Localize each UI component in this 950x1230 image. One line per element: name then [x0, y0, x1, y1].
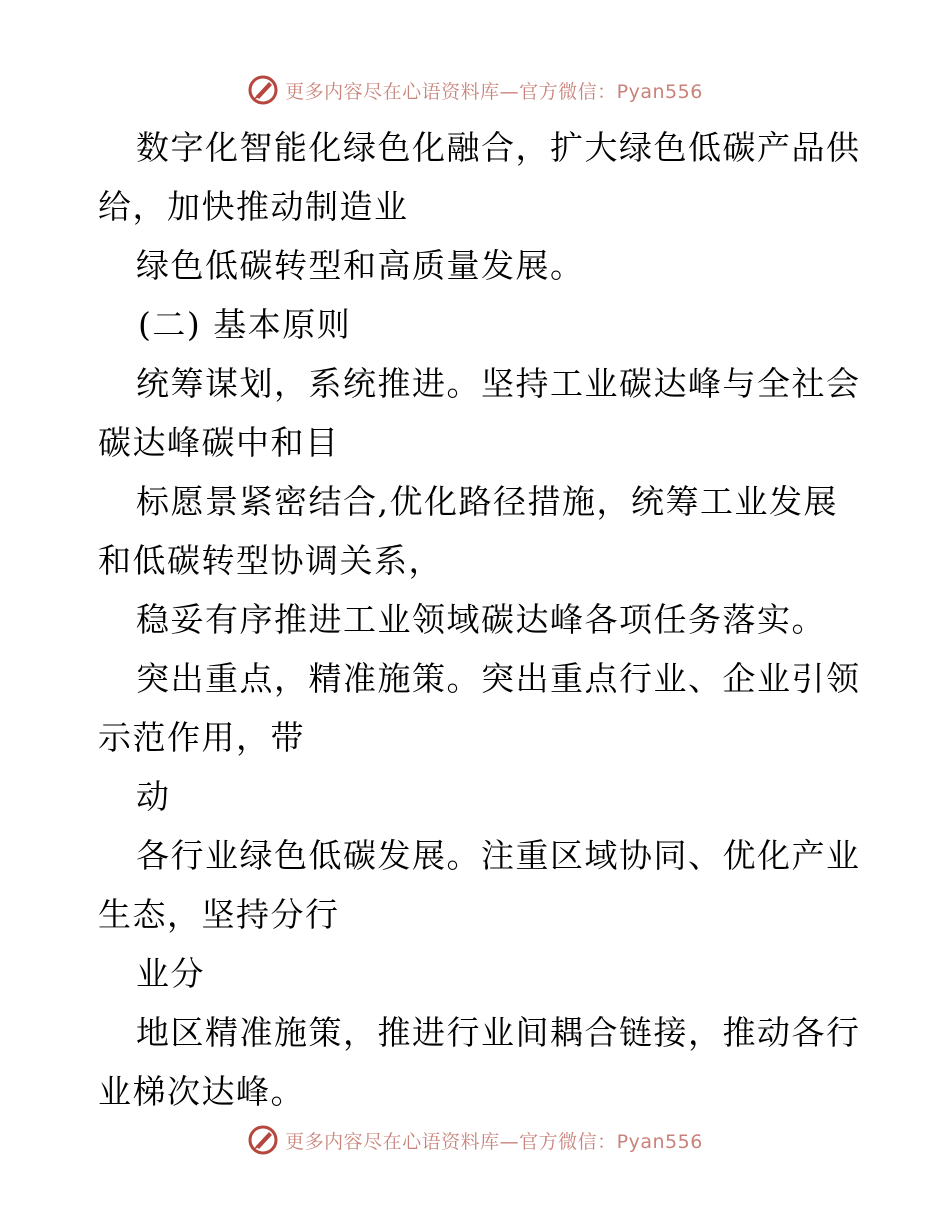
text-line: 稳妥有序推进工业领域碳达峰各项任务落实。 [136, 600, 826, 639]
text-line: 突出重点，精准施策。突出重点行业、企业引领 [136, 659, 861, 698]
text-line: 业梯次达峰。 [98, 1072, 305, 1111]
text-line: 业分 [136, 954, 205, 993]
footer-banner-text: 更多内容尽在心语资料库—官方微信：Pyan556 [285, 1130, 703, 1153]
text-line: 标愿景紧密结合,优化路径措施，统筹工业发展 [136, 482, 838, 521]
document-body [98, 118, 861, 1121]
logo-icon [247, 1124, 279, 1156]
header-banner-text: 更多内容尽在心语资料库—官方微信：Pyan556 [285, 80, 703, 103]
text-line: 生态，坚持分行 [98, 895, 340, 934]
logo-icon [247, 74, 279, 106]
text-line: 动 [136, 777, 171, 816]
text-line: 碳达峰碳中和目 [98, 423, 340, 462]
text-line: 数字化智能化绿色化融合，扩大绿色低碳产品供 [136, 128, 861, 167]
text-line: 统筹谋划，系统推进。坚持工业碳达峰与全社会 [136, 364, 861, 403]
footer-banner [0, 1120, 950, 1160]
text-line: 绿色低碳转型和高质量发展。 [136, 246, 585, 285]
text-line: 地区精准施策，推进行业间耦合链接，推动各行 [136, 1013, 861, 1052]
text-line: 各行业绿色低碳发展。注重区域协同、优化产业 [136, 836, 861, 875]
section-heading: (二) 基本原则 [138, 305, 352, 344]
header-banner [0, 70, 950, 110]
text-line: 示范作用，带 [98, 718, 305, 757]
text-line: 给，加快推动制造业 [98, 187, 409, 226]
text-line: 和低碳转型协调关系， [98, 541, 443, 580]
